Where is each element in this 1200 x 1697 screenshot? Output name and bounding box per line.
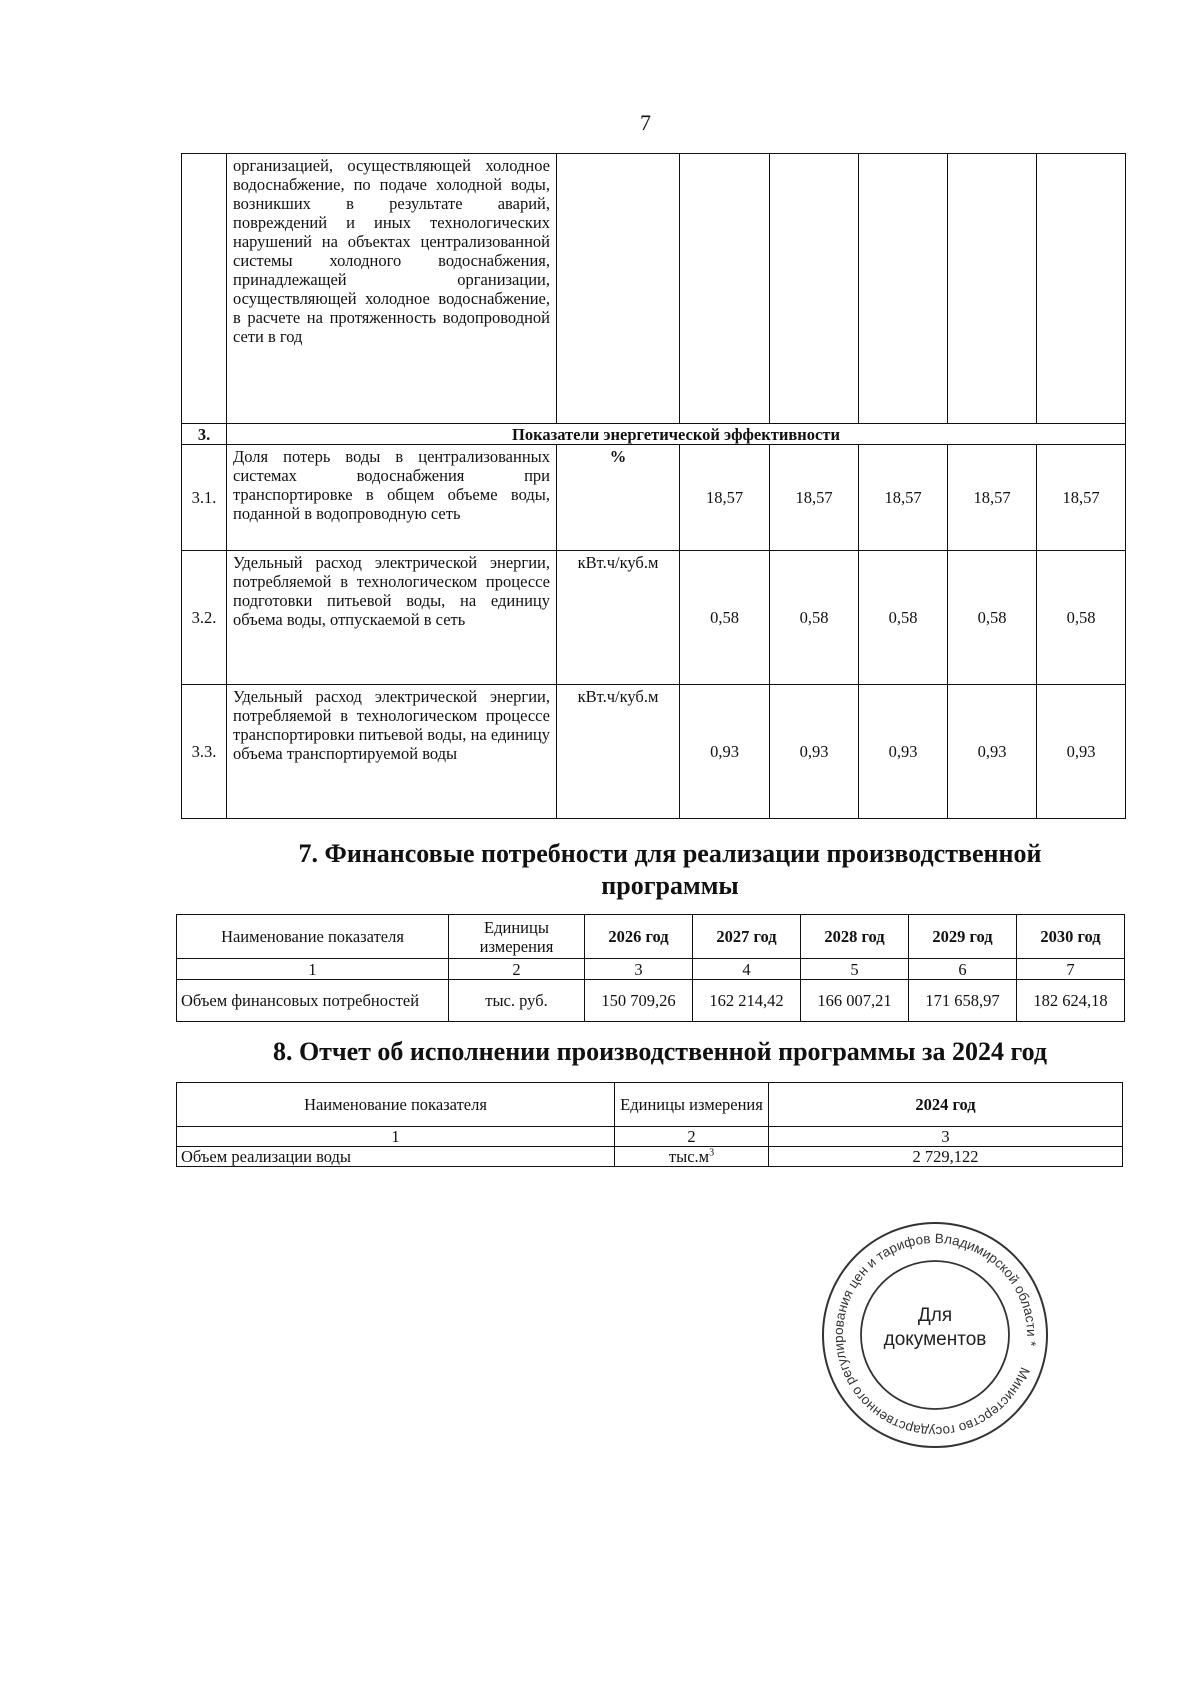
stamp-center-line2: документов — [883, 1329, 987, 1350]
column-number: 2 — [615, 1127, 769, 1147]
column-number-row — [177, 959, 1125, 980]
column-header: 2027 год — [693, 915, 801, 959]
column-number: 2 — [449, 959, 585, 980]
stamp-ring-textpath: Министерство государственного регулирования цен и тарифов Владимирской области * — [830, 1230, 1040, 1440]
table-cell — [948, 154, 1037, 424]
table-cell — [859, 154, 948, 424]
column-header: 2029 год — [909, 915, 1017, 959]
indicator-unit: % — [557, 445, 680, 551]
indicator-value: 0,58 — [770, 551, 859, 685]
table-row — [182, 685, 1126, 819]
column-header: 2026 год — [585, 915, 693, 959]
indicator-value: 150 709,26 — [585, 980, 693, 1022]
column-number-row — [177, 1127, 1123, 1147]
column-header: 2030 год — [1017, 915, 1125, 959]
table-row — [177, 1147, 1123, 1167]
indicator-name: Удельный расход электрической энергии, потребляемой в технологическом процессе транспортировки питьевой воды, на единицу объема транспортируемой воды — [227, 685, 557, 819]
column-number: 7 — [1017, 959, 1125, 980]
table-row — [182, 445, 1126, 551]
indicator-value: 0,93 — [948, 685, 1037, 819]
stamp-center-text — [820, 1304, 1050, 1352]
column-number: 4 — [693, 959, 801, 980]
indicator-value: 18,57 — [680, 445, 770, 551]
table-cell — [557, 154, 680, 424]
section-number: 3. — [182, 424, 227, 445]
table-row — [177, 980, 1125, 1022]
column-header: Наименование показателя — [177, 915, 449, 959]
column-header: Наименование показателя — [177, 1083, 615, 1127]
indicators-table — [181, 153, 1126, 819]
indicator-value: 0,93 — [859, 685, 948, 819]
table-header-row — [177, 1083, 1123, 1127]
column-number: 1 — [177, 1127, 615, 1147]
indicator-value: 2 729,122 — [769, 1147, 1123, 1167]
column-number: 6 — [909, 959, 1017, 980]
column-number: 3 — [769, 1127, 1123, 1147]
indicator-value: 0,58 — [680, 551, 770, 685]
indicator-value: 162 214,42 — [693, 980, 801, 1022]
table-header-row — [177, 915, 1125, 959]
indicator-unit: кВт.ч/куб.м — [557, 551, 680, 685]
row-number: 3.3. — [182, 685, 227, 819]
unit-superscript: 3 — [709, 1147, 715, 1159]
indicator-value: 0,93 — [1037, 685, 1126, 819]
indicator-name: Удельный расход электрической энергии, потребляемой в технологическом процессе подготовки питьевой воды, на единицу объема воды, отпускаемой в сеть — [227, 551, 557, 685]
column-header: Единицы измерения — [449, 915, 585, 959]
column-header: 2024 год — [769, 1083, 1123, 1127]
table-cell — [1037, 154, 1126, 424]
indicator-value: 0,93 — [770, 685, 859, 819]
indicator-value: 0,58 — [1037, 551, 1126, 685]
section-title: Показатели энергетической эффективности — [227, 424, 1126, 445]
column-number: 5 — [801, 959, 909, 980]
table-cell — [182, 154, 227, 424]
indicator-unit: кВт.ч/куб.м — [557, 685, 680, 819]
column-number: 3 — [585, 959, 693, 980]
indicator-value: 0,58 — [948, 551, 1037, 685]
column-header: Единицы измерения — [615, 1083, 769, 1127]
indicator-name: Объем реализации воды — [177, 1147, 615, 1167]
indicator-name: организацией, осуществляющей холодное водоснабжение, по подаче холодной воды, возникших в результате аварий, повреждений и иных технологических нарушений на объектах централизованной системы холодного водоснабжения, принадлежащей организации, осуществляющей холодное водоснабжение, в расчете на протяженность водопроводной сети в год — [227, 154, 557, 424]
indicator-value: 182 624,18 — [1017, 980, 1125, 1022]
page-number: 7 — [640, 110, 651, 135]
indicator-value: 166 007,21 — [801, 980, 909, 1022]
indicator-unit — [615, 1147, 769, 1167]
indicator-value: 18,57 — [859, 445, 948, 551]
section7-heading: 7. Финансовые потребности для реализации производственной программы — [298, 839, 1042, 900]
table-cell — [680, 154, 770, 424]
table-row — [182, 551, 1126, 685]
column-number: 1 — [177, 959, 449, 980]
stamp-center-line1: Для — [917, 1305, 953, 1326]
column-header: 2028 год — [801, 915, 909, 959]
table-row — [182, 154, 1126, 424]
indicator-value: 0,58 — [859, 551, 948, 685]
section8-heading: 8. Отчет об исполнении производственной программы за 2024 год — [272, 1037, 1048, 1066]
indicator-value: 18,57 — [948, 445, 1037, 551]
execution-report-table — [176, 1082, 1123, 1167]
indicator-value: 171 658,97 — [909, 980, 1017, 1022]
table-cell — [770, 154, 859, 424]
indicator-name: Объем финансовых потребностей — [177, 980, 449, 1022]
row-number: 3.1. — [182, 445, 227, 551]
indicator-name: Доля потерь воды в централизованных системах водоснабжения при транспортировке в общем объеме воды, поданной в водопроводную сеть — [227, 445, 557, 551]
financial-needs-table — [176, 914, 1125, 1022]
section-row — [182, 424, 1126, 445]
row-number: 3.2. — [182, 551, 227, 685]
indicator-value: 18,57 — [1037, 445, 1126, 551]
indicator-value: 0,93 — [680, 685, 770, 819]
unit-text: тыс.м — [668, 1147, 710, 1166]
indicator-unit: тыс. руб. — [449, 980, 585, 1022]
indicator-value: 18,57 — [770, 445, 859, 551]
